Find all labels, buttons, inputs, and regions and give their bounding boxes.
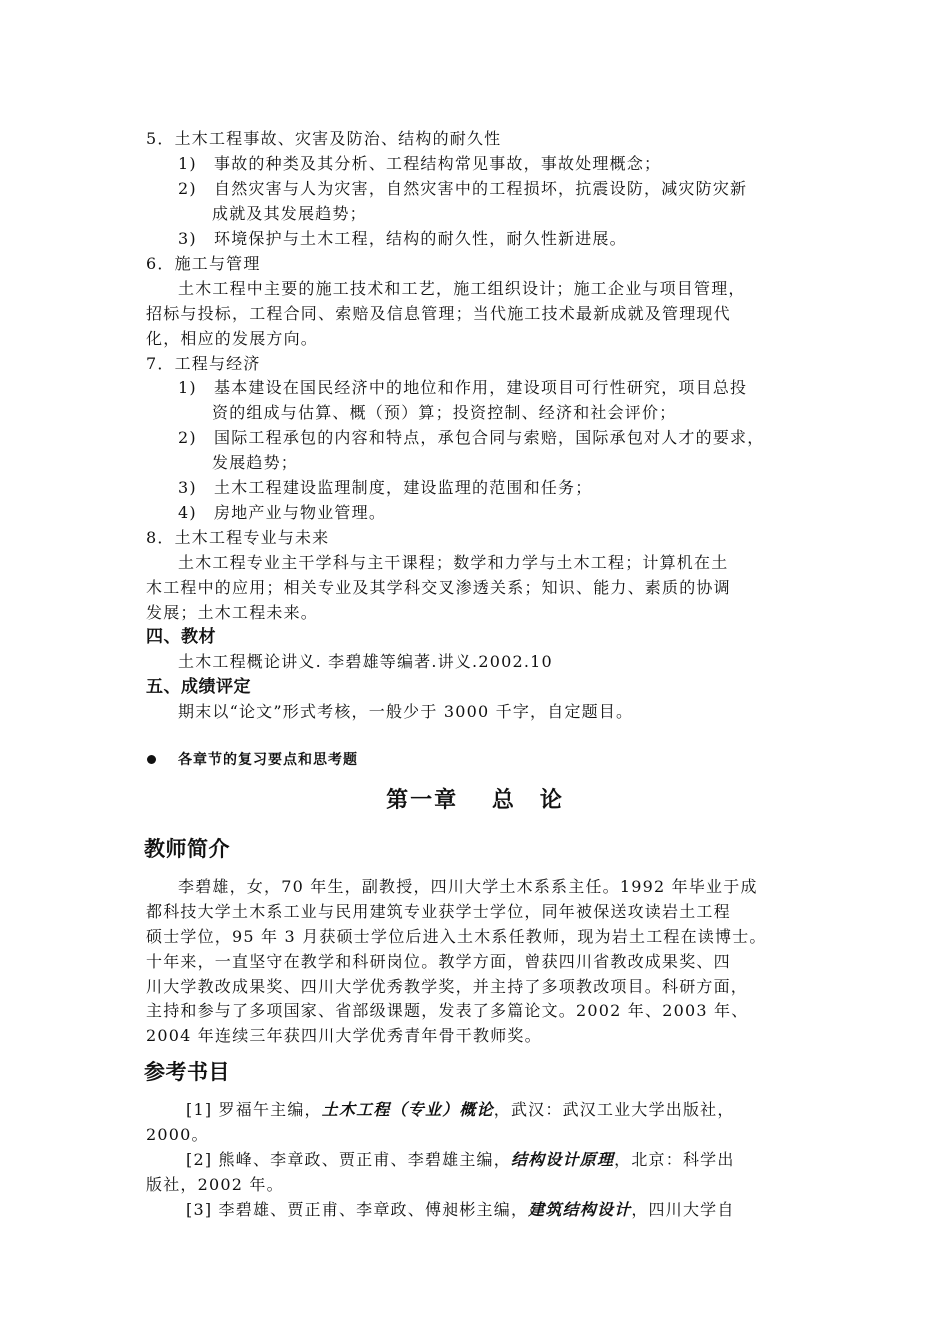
section-5-title: 5．土木工程事故、灾害及防治、结构的耐久性 — [146, 129, 502, 148]
section-5-item-1: 1) 事故的种类及其分析、工程结构常见事故，事故处理概念； — [178, 154, 662, 173]
section-7-item-1: 1) 基本建设在国民经济中的地位和作用，建设项目可行性研究，项目总投 — [178, 378, 748, 397]
reference-item-1 — [186, 1100, 735, 1120]
section-5-item-2: 2) 自然灾害与人为灾害，自然灾害中的工程损坏，抗震设防，减灾防灾新 — [178, 179, 748, 198]
teacher-bio-line: 川大学教改成果奖、四川大学优秀教学奖，并主持了多项教改项目。科研方面， — [146, 977, 749, 996]
grading-line: 期末以“论文”形式考核，一般少于 3000 千字，自定题目。 — [178, 702, 634, 721]
reference-text: ，四川大学自 — [631, 1200, 735, 1219]
teacher-bio-line: 李碧雄，女，70 年生，副教授，四川大学土木系系主任。1992 年毕业于成 — [178, 877, 758, 896]
reference-book-title: 建筑结构设计 — [528, 1200, 632, 1219]
section-6-para-line: 招标与投标，工程合同、索赔及信息管理；当代施工技术最新成就及管理现代 — [146, 304, 731, 323]
section-7-title: 7．工程与经济 — [146, 354, 261, 373]
section-7-item-4: 4) 房地产业与物业管理。 — [178, 503, 387, 522]
reference-item-2-cont: 版社，2002 年。 — [146, 1175, 284, 1194]
reference-item-1-cont: 2000。 — [146, 1125, 209, 1144]
section-5-item-2-cont: 成就及其发展趋势； — [212, 204, 367, 223]
section-6-para-line: 化，相应的发展方向。 — [146, 329, 319, 348]
section-8-title: 8．土木工程专业与未来 — [146, 528, 330, 547]
reference-item-2 — [186, 1150, 735, 1170]
reference-text: [2] 熊峰、李章政、贾正甫、李碧雄主编， — [186, 1150, 511, 1169]
section-7-item-3: 3) 土木工程建设监理制度，建设监理的范围和任务； — [178, 478, 593, 497]
teacher-bio-line: 都科技大学土木系工业与民用建筑专业获学士学位，同年被保送攻读岩土工程 — [146, 902, 731, 921]
section-7-item-2-cont: 发展趋势； — [212, 453, 299, 472]
reference-item-3 — [186, 1200, 735, 1220]
teacher-bio-line: 主持和参与了多项国家、省部级课题，发表了多篇论文。2002 年、2003 年、 — [146, 1001, 749, 1020]
section-6-title: 6．施工与管理 — [146, 254, 261, 273]
reference-book-title: 结构设计原理 — [510, 1150, 615, 1169]
textbook-heading: 四、教材 — [146, 627, 216, 647]
section-6-para-line: 土木工程中主要的施工技术和工艺，施工组织设计；施工企业与项目管理， — [178, 279, 746, 298]
section-5-item-3: 3) 环境保护与土木工程，结构的耐久性，耐久性新进展。 — [178, 229, 627, 248]
teacher-heading: 教师简介 — [144, 837, 230, 861]
reference-text: ，北京：科学出 — [614, 1150, 735, 1169]
teacher-bio-line: 2004 年连续三年获四川大学优秀青年骨干教师奖。 — [146, 1026, 542, 1045]
reference-text: [3] 李碧雄、贾正甫、李章政、傅昶彬主编， — [186, 1200, 529, 1219]
section-8-para-line: 土木工程专业主干学科与主干课程；数学和力学与土木工程；计算机在土 — [178, 553, 729, 572]
grading-heading: 五、成绩评定 — [146, 677, 251, 697]
textbook-line: 土木工程概论讲义. 李碧雄等编著.讲义.2002.10 — [178, 652, 553, 671]
section-7-item-2: 2) 国际工程承包的内容和特点，承包合同与索赔，国际承包对人才的要求， — [178, 428, 765, 447]
teacher-bio-line: 十年来，一直坚守在教学和科研岗位。教学方面，曾获四川省教改成果奖、四 — [146, 952, 731, 971]
section-7-item-1-cont: 资的组成与估算、概（预）算；投资控制、经济和社会评价； — [212, 403, 677, 422]
chapter-title: 第一章 总 论 — [386, 787, 564, 813]
reference-text: [1] 罗福午主编， — [186, 1100, 322, 1119]
references-heading: 参考书目 — [144, 1060, 230, 1084]
teacher-bio-line: 硕士学位，95 年 3 月获硕士学位后进入土木系任教师，现为岩土工程在读博士。 — [146, 927, 767, 946]
section-8-para-line: 木工程中的应用；相关专业及其学科交叉渗透关系；知识、能力、素质的协调 — [146, 578, 731, 597]
section-8-para-line: 发展；土木工程未来。 — [146, 603, 319, 622]
review-label: 各章节的复习要点和思考题 — [178, 752, 358, 768]
bullet-icon — [147, 755, 156, 764]
reference-book-title: 土木工程（专业）概论 — [321, 1100, 494, 1119]
reference-text: ，武汉：武汉工业大学出版社， — [493, 1100, 735, 1119]
